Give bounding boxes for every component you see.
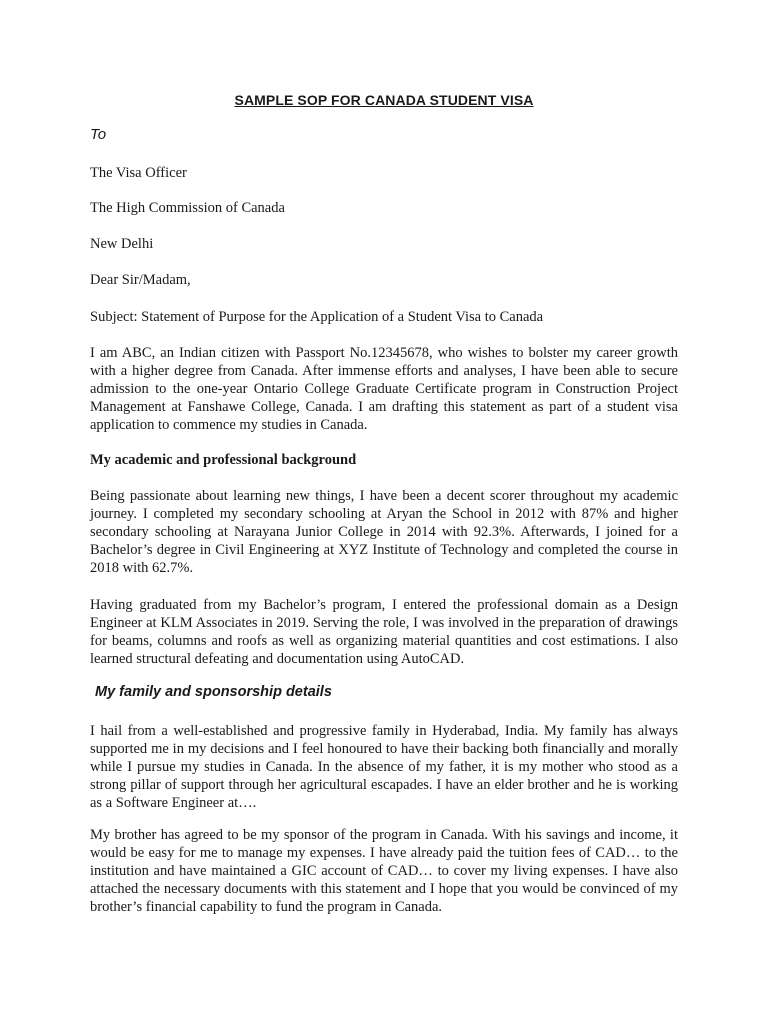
- salutation: Dear Sir/Madam,: [90, 272, 191, 288]
- to-label: To: [90, 126, 107, 143]
- family-paragraph: I hail from a well-established and progressive family in Hyderabad, India. My family has always supported me in my decisions and I feel honoured to have their backing both financially and morally while I pursue my studies in Canada. In the absence of my father, it is my mother who stood as a strong pillar of support through her agricultural escapades. I have an elder brother and he is working as a Software Engineer at….: [90, 723, 678, 811]
- subject-line: Subject: Statement of Purpose for the Application of a Student Visa to Canada: [90, 309, 544, 325]
- intro-paragraph: I am ABC, an Indian citizen with Passport No.12345678, who wishes to bolster my career growth with a higher degree from Canada. After immense efforts and analyses, I have been able to secure admission to the one-year Ontario College Graduate Certificate program in Construction Project Management at Fanshawe College, Canada. I am drafting this statement as part of a student visa application to commence my studies in Canada.: [90, 345, 678, 433]
- section-heading-academic: My academic and professional background: [90, 452, 357, 468]
- recipient-line-2: The High Commission of Canada: [90, 200, 285, 216]
- recipient-line-3: New Delhi: [90, 236, 154, 252]
- sponsorship-paragraph: My brother has agreed to be my sponsor of the program in Canada. With his savings and income, it would be easy for me to manage my expenses. I have already paid the tuition fees of CAD… to the institution and have maintained a GIC account of CAD… to cover my living expenses. I have also attached the necessary documents with this statement and I hope that you would be convinced of my brother’s financial capability to fund the program in Canada.: [90, 827, 678, 915]
- recipient-line-1: The Visa Officer: [90, 165, 187, 181]
- academic-paragraph: Being passionate about learning new things, I have been a decent scorer throughout my academic journey. I completed my secondary schooling at Aryan the School in 2012 with 87% and higher secondary schooling at Narayana Junior College in 2014 with 92.3%. Afterwards, I joined for a Bachelor’s degree in Civil Engineering at XYZ Institute of Technology and completed the course in 2018 with 62.7%.: [90, 488, 678, 576]
- section-heading-family: My family and sponsorship details: [95, 684, 332, 700]
- document-title: SAMPLE SOP FOR CANADA STUDENT VISA: [234, 92, 534, 108]
- professional-paragraph: Having graduated from my Bachelor’s program, I entered the professional domain as a Design Engineer at KLM Associates in 2019. Serving the role, I was involved in the preparation of drawings for beams, columns and roofs as well as organizing material quantities and cost estimations. I also learned structural defeating and documentation using AutoCAD.: [90, 597, 678, 667]
